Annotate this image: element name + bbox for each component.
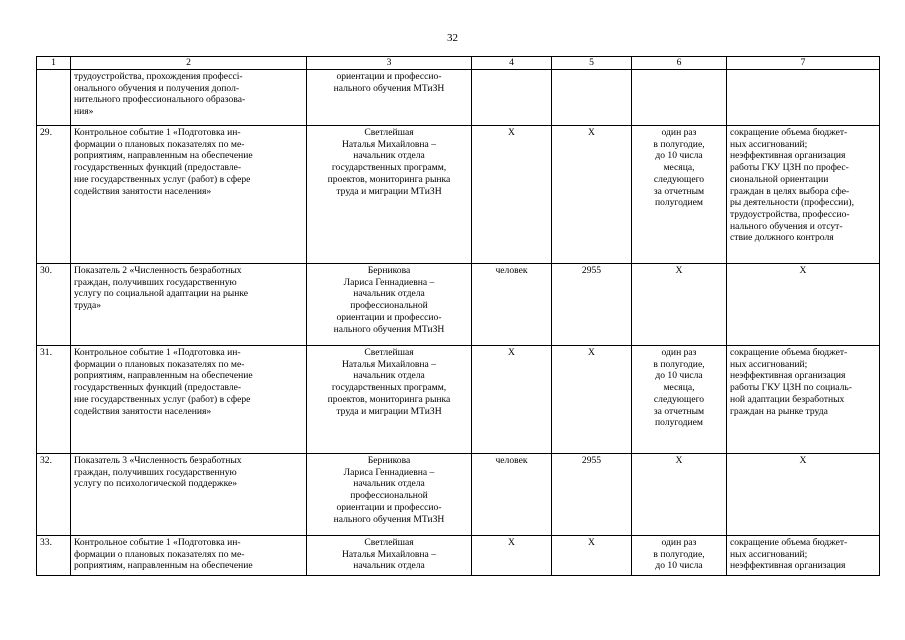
table-row	[37, 346, 880, 454]
cell-line: профессиональной	[350, 490, 428, 502]
cell-line: ние государственных услуг (работ) в сфере	[74, 173, 251, 185]
cell-line: сиональной ориентации	[730, 173, 829, 185]
event-description-cell	[71, 264, 307, 346]
cell-line: нального обучения и отсут-	[730, 220, 843, 232]
cell-line: содействия занятости населения»	[74, 405, 212, 417]
cell-line: ориентации и профессио-	[336, 71, 442, 82]
row-number-cell: 33.	[37, 536, 71, 576]
cell-line: граждан, получивших государственную	[74, 466, 237, 478]
cell-line: проектов, мониторинга рынка	[327, 173, 451, 185]
cell-line: формации о плановых показателях по ме-	[74, 548, 245, 560]
cell-line: полугодием	[655, 417, 703, 429]
cell-line: в полугодие,	[653, 548, 705, 560]
header-cell: 5	[552, 57, 632, 70]
unit-cell: человек	[472, 454, 552, 536]
cell-line: до 10 числа	[655, 150, 703, 162]
cell-line: роприятиям, направленным на обеспечение	[74, 150, 253, 162]
cell-line: Контрольное событие 1 «Подготовка ин-	[74, 347, 241, 358]
cell-line: в полугодие,	[653, 358, 705, 370]
cell-line: Х	[675, 455, 683, 466]
cell-line: услугу по психологической поддержке»	[74, 478, 238, 490]
cell-line: за отчетным	[653, 185, 705, 197]
cell-line: работы ГКУ ЦЗН по социаль-	[730, 382, 853, 394]
table-row	[37, 70, 880, 126]
table-row	[37, 454, 880, 536]
cell-line: Показатель 2 «Численность безработных	[74, 265, 242, 276]
cell-line: Наталья Михайловна –	[342, 358, 436, 370]
cell-line: полугодием	[655, 197, 703, 209]
value-cell: Х	[552, 346, 632, 454]
table-body	[37, 57, 880, 576]
value-cell: 2955	[552, 264, 632, 346]
cell-line: сокращение объема бюджет-	[730, 347, 848, 358]
risk-cell	[727, 536, 880, 576]
deadline-cell	[632, 70, 727, 126]
cell-line: ориентации и профессио-	[336, 501, 442, 513]
cell-line: Показатель 3 «Численность безработных	[74, 455, 242, 466]
cell-line: начальник отдела	[353, 288, 425, 300]
cell-line: следующего	[653, 173, 705, 185]
deadline-cell	[632, 126, 727, 264]
cell-line: трудоустройства, прохождения профессі-	[74, 71, 243, 82]
cell-line: месяца,	[663, 382, 695, 394]
cell-line: граждан, получивших государственную	[74, 276, 237, 288]
cell-line: неэффективная организация	[730, 560, 846, 572]
cell-line: ориентации и профессио-	[336, 311, 442, 323]
cell-line: Х	[675, 265, 683, 276]
cell-line: Лариса Геннадиевна –	[343, 466, 435, 478]
cell-line: государственных функций (предоставле-	[74, 382, 242, 394]
unit-cell: Х	[472, 126, 552, 264]
cell-line: один раз	[661, 537, 697, 548]
value-cell: 2955	[552, 454, 632, 536]
table-row	[37, 126, 880, 264]
row-number-cell: 30.	[37, 264, 71, 346]
cell-line: за отчетным	[653, 405, 705, 417]
cell-line: роприятиям, направленным на обеспечение	[74, 560, 253, 572]
header-row	[37, 57, 880, 70]
cell-line: Контрольное событие 1 «Подготовка ин-	[74, 537, 241, 548]
responsible-person-cell	[307, 454, 472, 536]
value-cell: Х	[552, 536, 632, 576]
responsible-person-cell	[307, 264, 472, 346]
cell-line: Светлейшая	[364, 127, 414, 138]
unit-cell: человек	[472, 264, 552, 346]
cell-line: формации о плановых показателях по ме-	[74, 358, 245, 370]
row-number-cell: 31.	[37, 346, 71, 454]
cell-line: государственных функций (предоставле-	[74, 162, 242, 174]
cell-line: следующего	[653, 393, 705, 405]
page-number: 32	[447, 32, 458, 44]
cell-line: труда и миграции МТиЗН	[336, 405, 442, 417]
cell-line: труда и миграции МТиЗН	[336, 185, 442, 197]
cell-line: сокращение объема бюджет-	[730, 127, 848, 138]
cell-line: государственных программ,	[331, 382, 447, 394]
value-cell	[552, 70, 632, 126]
header-cell: 3	[307, 57, 472, 70]
cell-line: неэффективная организация	[730, 150, 846, 162]
unit-cell: Х	[472, 536, 552, 576]
header-cell: 6	[632, 57, 727, 70]
unit-cell: Х	[472, 346, 552, 454]
cell-line: один раз	[661, 347, 697, 358]
row-number-cell: 29.	[37, 126, 71, 264]
responsible-person-cell	[307, 70, 472, 126]
cell-line: нального обучения МТиЗН	[333, 513, 445, 525]
event-description-cell	[71, 536, 307, 576]
cell-line: ние государственных услуг (работ) в сфере	[74, 393, 251, 405]
table-row	[37, 536, 880, 576]
cell-line: ния»	[74, 106, 94, 118]
cell-line: месяца,	[663, 162, 695, 174]
cell-line: работы ГКУ ЦЗН по профес-	[730, 162, 849, 174]
row-number-cell: 32.	[37, 454, 71, 536]
risk-cell	[727, 126, 880, 264]
cell-line: ных ассигнований;	[730, 548, 808, 560]
cell-line: Контрольное событие 1 «Подготовка ин-	[74, 127, 241, 138]
cell-line: содействия занятости населения»	[74, 185, 212, 197]
cell-line: формации о плановых показателях по ме-	[74, 138, 245, 150]
cell-line: граждан на рынке труда	[730, 405, 828, 417]
cell-line: сокращение объема бюджет-	[730, 537, 848, 548]
cell-line: ных ассигнований;	[730, 138, 808, 150]
cell-line: один раз	[661, 127, 697, 138]
event-description-cell	[71, 346, 307, 454]
cell-line: ствие должного контроля	[730, 232, 834, 244]
cell-line: граждан в целях выбора сфе-	[730, 185, 850, 197]
event-description-cell	[71, 126, 307, 264]
deadline-cell	[632, 346, 727, 454]
cell-line: Берникова	[367, 455, 411, 466]
cell-line: нального обучения МТиЗН	[333, 82, 445, 94]
responsible-person-cell	[307, 346, 472, 454]
cell-line: Лариса Геннадиевна –	[343, 276, 435, 288]
cell-line: Х	[799, 455, 807, 466]
unit-cell	[472, 70, 552, 126]
cell-line: государственных программ,	[331, 162, 447, 174]
data-table	[36, 56, 880, 576]
deadline-cell	[632, 536, 727, 576]
header-cell: 7	[727, 57, 880, 70]
risk-cell	[727, 346, 880, 454]
table-row	[37, 264, 880, 346]
cell-line: проектов, мониторинга рынка	[327, 393, 451, 405]
cell-line: Светлейшая	[364, 537, 414, 548]
cell-line: труда»	[74, 300, 102, 312]
cell-line: до 10 числа	[655, 370, 703, 382]
risk-cell	[727, 70, 880, 126]
cell-line: профессиональной	[350, 300, 428, 312]
responsible-person-cell	[307, 126, 472, 264]
cell-line: до 10 числа	[655, 560, 703, 572]
row-number-cell	[37, 70, 71, 126]
cell-line: Светлейшая	[364, 347, 414, 358]
risk-cell	[727, 454, 880, 536]
cell-line: ных ассигнований;	[730, 358, 808, 370]
cell-line: начальник отдела	[353, 370, 425, 382]
deadline-cell	[632, 264, 727, 346]
value-cell: Х	[552, 126, 632, 264]
cell-line: Х	[799, 265, 807, 276]
cell-line: нительного профессионального образова-	[74, 94, 246, 106]
cell-line: в полугодие,	[653, 138, 705, 150]
cell-line: неэффективная организация	[730, 370, 846, 382]
cell-line: роприятиям, направленным на обеспечение	[74, 370, 253, 382]
event-description-cell	[71, 454, 307, 536]
deadline-cell	[632, 454, 727, 536]
risk-cell	[727, 264, 880, 346]
header-cell: 2	[71, 57, 307, 70]
cell-line: трудоустройства, профессио-	[730, 208, 850, 220]
cell-line: начальник отдела	[353, 560, 425, 572]
cell-line: услугу по социальной адаптации на рынке	[74, 288, 249, 300]
cell-line: ры деятельности (профессии),	[730, 197, 854, 209]
cell-line: начальник отдела	[353, 478, 425, 490]
cell-line: Берникова	[367, 265, 411, 276]
cell-line: ной адаптации безработных	[730, 393, 845, 405]
header-cell: 1	[37, 57, 71, 70]
cell-line: Наталья Михайловна –	[342, 138, 436, 150]
cell-line: нального обучения МТиЗН	[333, 323, 445, 335]
cell-line: онального обучения и получения допол-	[74, 82, 240, 94]
responsible-person-cell	[307, 536, 472, 576]
cell-line: начальник отдела	[353, 150, 425, 162]
cell-line: Наталья Михайловна –	[342, 548, 436, 560]
header-cell: 4	[472, 57, 552, 70]
event-description-cell	[71, 70, 307, 126]
